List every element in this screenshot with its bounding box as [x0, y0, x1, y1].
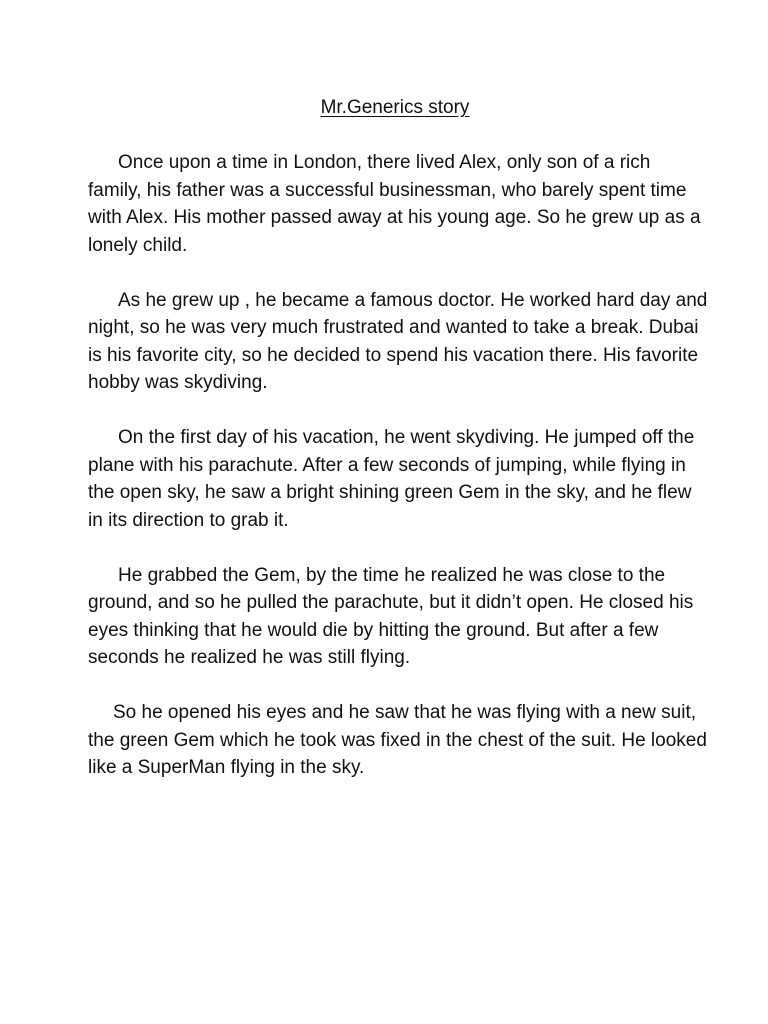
paragraph-2: As he grew up , he became a famous doctor. He worked hard day and night, so he was very much frustrated and wanted to take a break. Dubai is his favorite city, so he decided to spend his vacation there. His favorite hobby was skydiving. [88, 289, 708, 393]
paragraph-5: So he opened his eyes and he saw that he was flying with a new suit, the green Gem which he took was fixed in the chest of the suit. He looked like a SuperMan flying in the sky. [88, 702, 707, 778]
paragraph-4: He grabbed the Gem, by the time he realized he was close to the ground, and so he pulled the parachute, but it didn’t open. He closed his eyes thinking that he would die by hitting the ground. But after a few seconds he realized he was still flying. [88, 564, 694, 668]
paragraph-1: Once upon a time in London, there lived Alex, only son of a rich family, his father was a successful businessman, who barely spent time with Alex. His mother passed away at his young age. So he grew up as a lonely child. [88, 152, 701, 256]
paragraph-3: On the first day of his vacation, he went skydiving. He jumped off the plane with his parachute. After a few seconds of jumping, while flying in the open sky, he saw a bright shining green Gem in the sky, and he flew in its direction to grab it. [88, 427, 695, 531]
story-title: Mr.Generics story [320, 97, 470, 118]
